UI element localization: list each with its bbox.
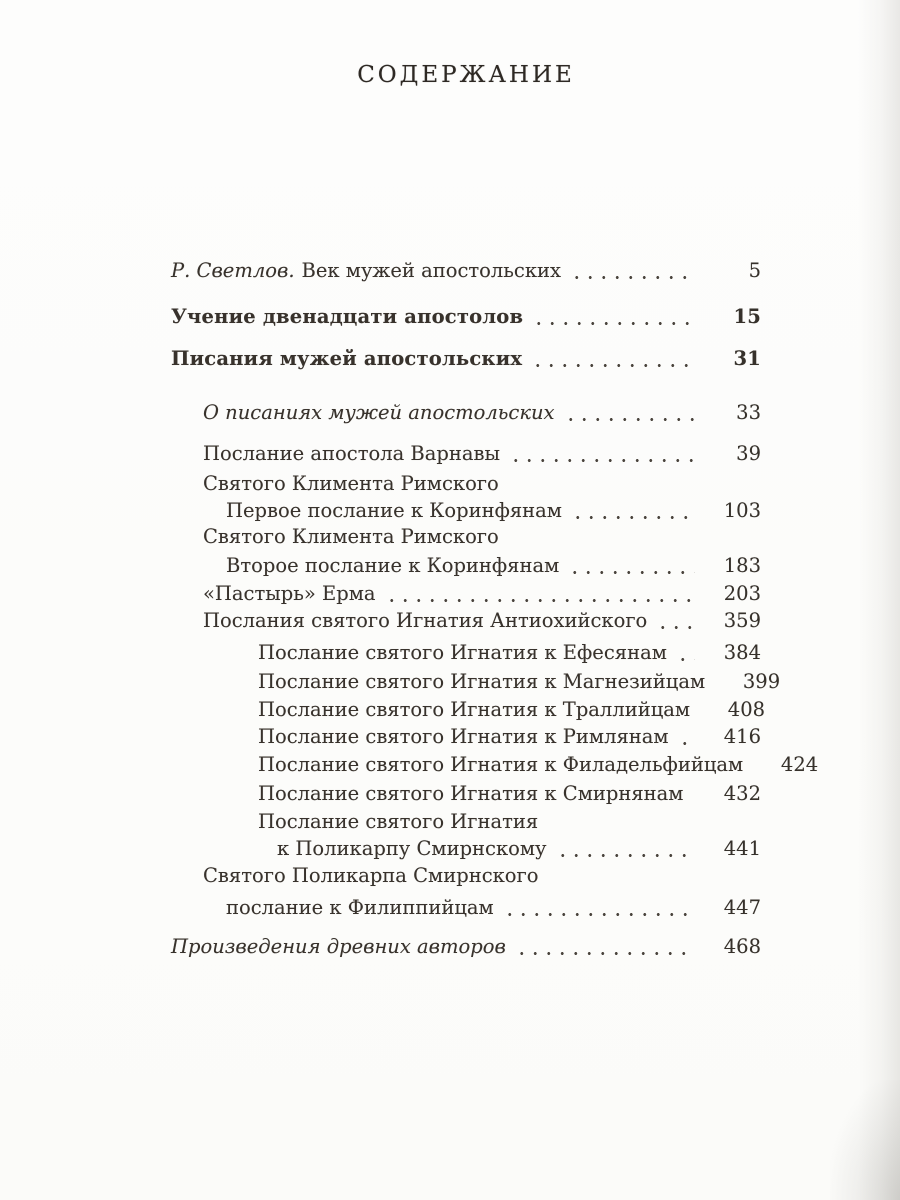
toc-entry-title: Святого Поликарпа Смирнского — [203, 864, 539, 887]
dot-leader — [570, 268, 695, 280]
toc-entry-title: Послание апостола Варнавы — [203, 442, 500, 465]
page-title: СОДЕРЖАНИЕ — [357, 62, 575, 88]
toc-entry-title: Второе послание к Коринфянам — [226, 554, 560, 577]
toc-entry-title: О писаниях мужей апостольских — [203, 401, 555, 424]
toc-entry-title: Послание святого Игнатия к Ефесянам — [258, 641, 667, 664]
toc-entry-title: послание к Филиппийцам — [226, 896, 494, 919]
toc-entry — [203, 582, 761, 606]
toc-entry-page: 432 — [723, 782, 761, 805]
toc-entry-page: 424 — [780, 753, 819, 776]
toc-entry — [171, 305, 761, 329]
toc-entry-title: Век мужей апостольских — [301, 259, 562, 282]
toc-entry-title: Святого Климента Римского — [203, 472, 499, 495]
toc-entry-page: 416 — [723, 725, 761, 748]
toc-entry-title: Учение двенадцати апостолов — [171, 305, 524, 328]
toc-entry — [226, 499, 761, 523]
dot-leader — [515, 944, 695, 956]
dot-leader — [509, 451, 695, 463]
dot-leader — [531, 356, 695, 368]
toc-entry-title: Послание святого Игнатия к Римлянам — [258, 725, 669, 748]
toc-entry — [258, 810, 761, 834]
toc-entry-page: 33 — [736, 401, 761, 424]
toc-entry — [258, 753, 819, 777]
toc-entry-page: 31 — [733, 347, 761, 370]
toc-entry — [203, 609, 761, 633]
toc-entry-title: Первое послание к Коринфянам — [226, 499, 562, 522]
toc-entry — [171, 347, 761, 371]
scan-corner-shadow — [830, 1080, 900, 1200]
toc-entry-page: 359 — [723, 609, 761, 632]
toc-entry-page: 103 — [723, 499, 761, 522]
toc-entry-page: 15 — [733, 305, 761, 328]
toc-entry-title: Послание святого Игнатия к Смирнянам — [258, 782, 684, 805]
dot-leader — [503, 905, 695, 917]
toc-entry-title: Послание святого Игнатия к Филадельфийцам — [258, 753, 744, 776]
toc-entry-page: 5 — [748, 259, 761, 282]
toc-entry-title: Послания святого Игнатия Антиохийского — [203, 609, 648, 632]
dot-leader — [385, 591, 695, 603]
toc-entry-page: 384 — [723, 641, 761, 664]
toc-entry — [203, 401, 761, 425]
toc-entry-title: Писания мужей апостольских — [171, 347, 523, 370]
toc-entry-page: 441 — [723, 837, 761, 860]
scan-edge-shadow — [858, 0, 900, 1200]
toc-entry-author: Р. Светлов. — [171, 259, 295, 282]
toc-entry-page: 203 — [723, 582, 761, 605]
dot-leader — [571, 508, 695, 520]
toc-entry — [226, 554, 761, 578]
toc-entry — [203, 864, 761, 888]
toc-entry-page: 408 — [727, 698, 766, 721]
toc-entry — [258, 641, 761, 665]
dot-leader — [568, 563, 695, 575]
toc-entry-page: 468 — [723, 935, 761, 958]
toc-entry-page: 399 — [742, 670, 781, 693]
toc-entry — [203, 472, 761, 496]
toc-entry — [203, 525, 761, 549]
toc-entry-page: 39 — [736, 442, 761, 465]
dot-leader — [656, 618, 695, 630]
toc-entry — [277, 837, 761, 861]
dot-leader — [556, 846, 695, 858]
dot-leader — [692, 791, 695, 803]
toc-entry-title: Послание святого Игнатия к Траллийцам — [258, 698, 691, 721]
toc-entry-title: Святого Климента Римского — [203, 525, 499, 548]
toc-entry-page: 183 — [723, 554, 761, 577]
toc-entry-title: «Пастырь» Ерма — [203, 582, 376, 605]
dot-leader — [564, 410, 695, 422]
toc-entry-page: 447 — [723, 896, 761, 919]
toc-entry — [258, 725, 761, 749]
toc-entry-title: Послание святого Игнатия к Магнезийцам — [258, 670, 706, 693]
toc-entry — [226, 896, 761, 920]
toc-entry — [258, 670, 781, 694]
toc-entry-title: к Поликарпу Смирнскому — [277, 837, 547, 860]
toc-entry-title: Произведения древних авторов — [171, 935, 506, 958]
toc-entry — [258, 698, 766, 722]
dot-leader — [532, 314, 695, 326]
toc-entry-title: Послание святого Игнатия — [258, 810, 539, 833]
toc-entry — [258, 782, 761, 806]
dot-leader — [678, 734, 695, 746]
toc-entry — [203, 442, 761, 466]
toc-entry — [171, 259, 761, 283]
toc-entry — [171, 935, 761, 959]
dot-leader — [676, 650, 695, 662]
